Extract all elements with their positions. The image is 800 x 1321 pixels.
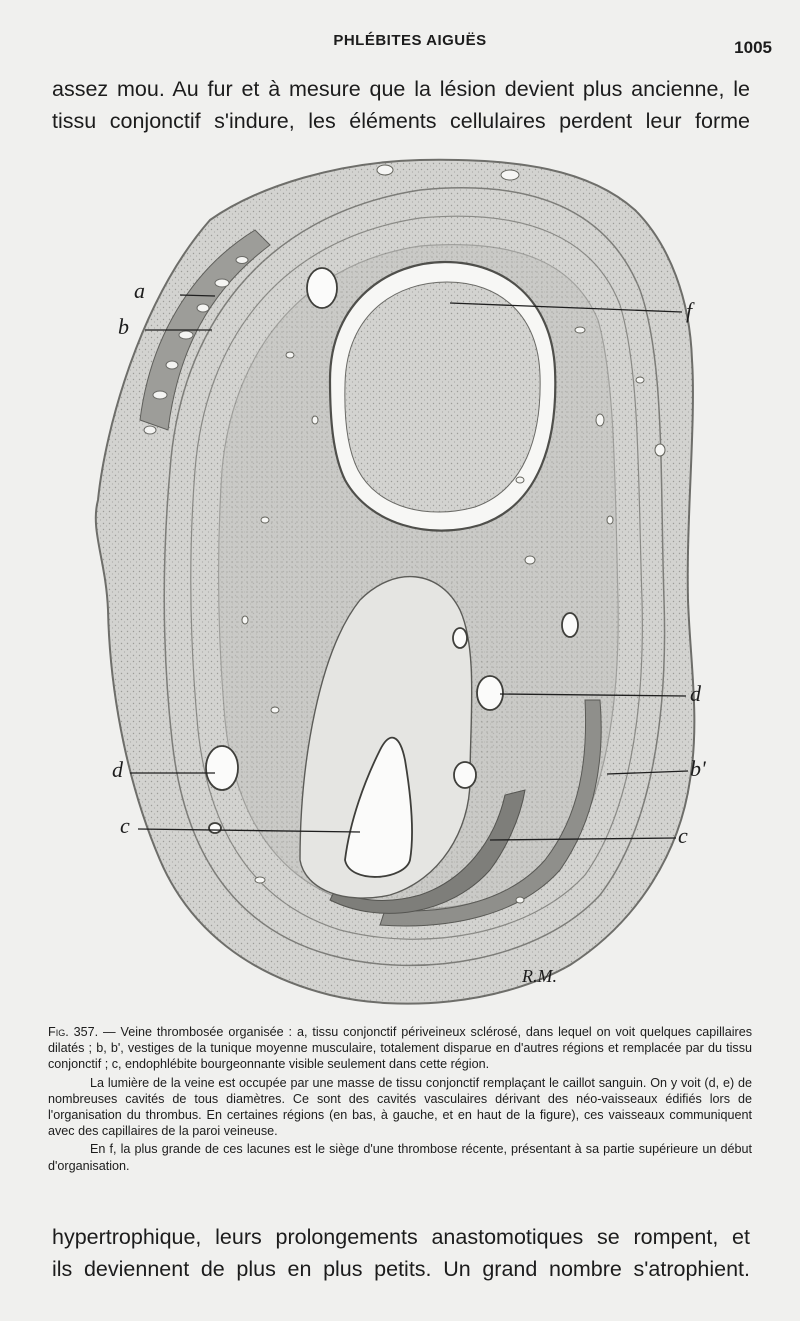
caption-paragraph: En f, la plus grande de ces lacunes est le siège d'une thrombose récente, présentant à sa partie supérieure un début d'organisation.	[48, 1142, 752, 1173]
body-text-line: hypertrophique, leurs prolongements anastomotiques se rompent, et	[52, 1225, 750, 1249]
label-f: f	[686, 298, 693, 323]
label-a: a	[134, 278, 145, 303]
cavity	[307, 268, 337, 308]
label-d-right: d	[690, 681, 701, 706]
caption-paragraph: La lumière de la veine est occupée par une masse de tissu conjonctif remplaçant le caillot sanguin. On y voit (d, e) de nombreuses cavités de tous diamètres. Ce sont des cavités vasculaires dérivant des néo-vaisseaux édifiés lors de l'organisation du thrombus. En certaines régions (en bas, à gauche, et en haut de la figure), ces vaisseaux communiquent avec des capillaires de la paroi veineuse.	[48, 1075, 752, 1139]
body-text-line: tissu conjonctif s'indure, les éléments cellulaires perdent leur forme	[52, 109, 750, 133]
page-number: 1005	[734, 38, 772, 57]
body-text-line: assez mou. Au fur et à mesure que la lésion devient plus ancienne, le	[52, 77, 750, 101]
body-text-line: ils deviennent de plus en plus petits. Un grand nombre s'atrophient.	[52, 1257, 750, 1281]
label-d-left: d	[112, 757, 123, 782]
artist-signature: R.M.	[522, 966, 557, 986]
label-b: b	[118, 314, 129, 339]
cavity-d-right	[477, 676, 503, 710]
label-b-prime: b'	[690, 756, 706, 781]
label-c: c	[120, 813, 130, 838]
label-e: c	[678, 823, 688, 848]
caption-paragraph: — Veine thrombosée organisée : a, tissu conjonctif périveineux sclérosé, dans lequel on voit quelques capillaires dilatés ; b, b', vestiges de la tunique moyenne musculaire, totalement disparue en d'autres régions et remplacée par du tissu conjonctif ; c, endophlébite bourgeonnante visible seulement dans cette région.	[48, 1025, 753, 1072]
figure-number: Fig. 357.	[48, 1025, 99, 1039]
figure-caption	[48, 1024, 752, 1174]
running-head: PHLÉBITES AIGUËS	[333, 32, 487, 49]
histology-figure	[0, 150, 800, 1020]
vein-cross-section-illustration	[0, 150, 800, 1020]
cavity-d-left	[206, 746, 238, 790]
